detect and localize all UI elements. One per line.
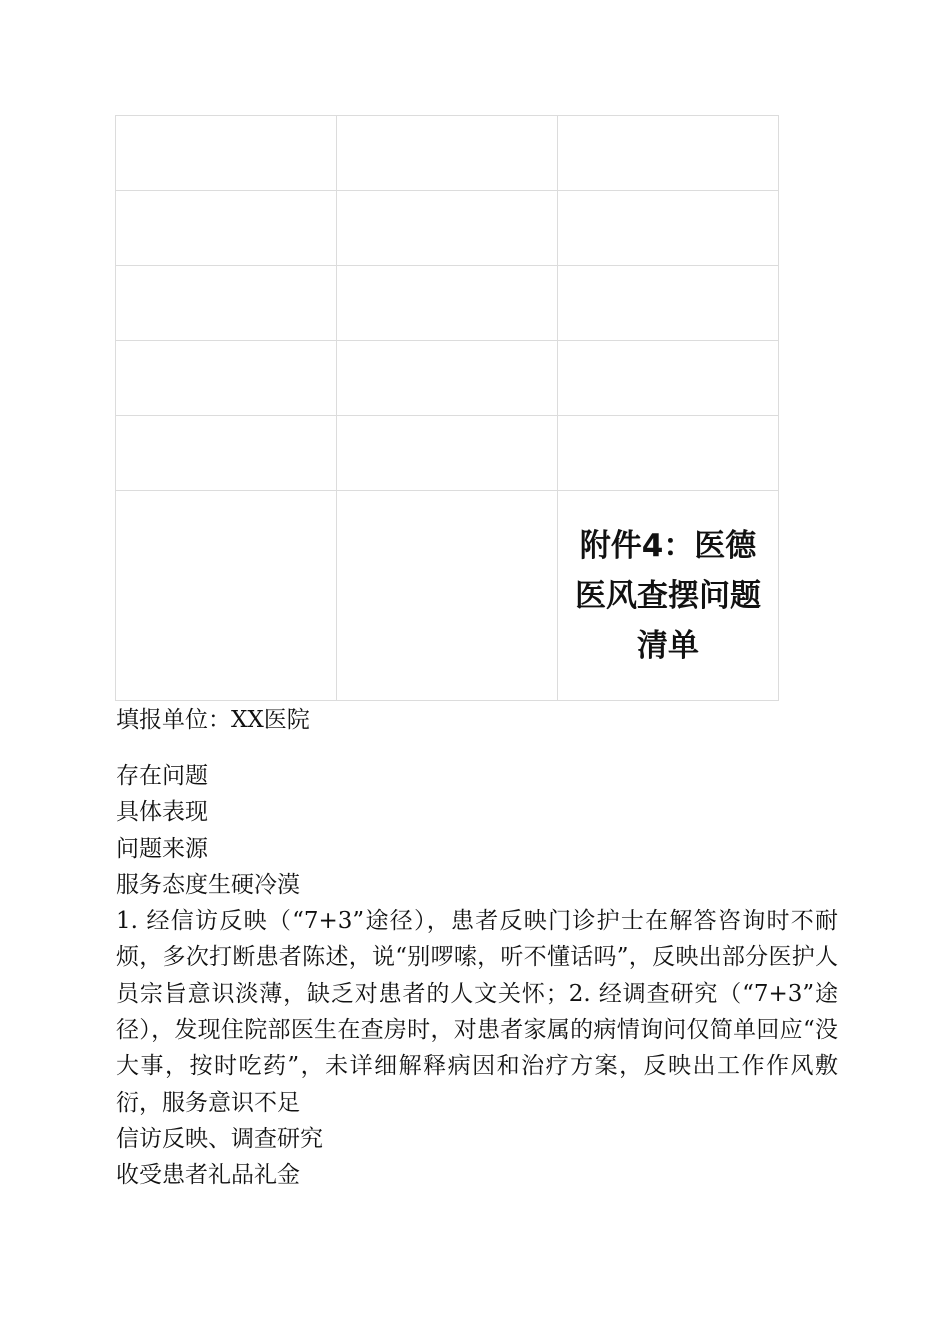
- grid-row: [116, 341, 779, 416]
- document-title: 附件4：医德医风查摆问题清单: [575, 527, 761, 664]
- header-grid-table: [115, 115, 779, 701]
- grid-cell: [116, 266, 337, 341]
- grid-cell: [337, 266, 558, 341]
- header-manifestation: 具体表现: [116, 799, 208, 826]
- grid-cell: [337, 116, 558, 191]
- grid-cell: [337, 491, 558, 701]
- item-problem: 服务态度生硬冷漠: [116, 871, 300, 898]
- grid-cell: [558, 416, 779, 491]
- document-body: [116, 758, 838, 1194]
- grid-row: [116, 266, 779, 341]
- grid-cell: [558, 341, 779, 416]
- fill-unit-line: [116, 702, 310, 738]
- item-problem: 收受患者礼品礼金: [116, 1162, 300, 1189]
- grid-cell: [116, 491, 337, 701]
- fill-unit-value: XX医院: [231, 707, 310, 733]
- header-problem: 存在问题: [116, 763, 208, 789]
- grid-cell: [337, 191, 558, 266]
- grid-row: [116, 491, 779, 701]
- grid-cell: [116, 116, 337, 191]
- grid-cell: [558, 116, 779, 191]
- grid-cell: [337, 341, 558, 416]
- grid-cell: [116, 341, 337, 416]
- fill-unit-label: 填报单位：: [116, 707, 231, 733]
- item-manifestation: 1. 经信访反映（“7+3”途径），患者反映门诊护士在解答咨询时不耐烦，多次打断患者陈述，说“别啰嗦，听不懂话吗”，反映出部分医护人员宗旨意识淡薄，缺乏对患者的人文关怀；2. 经调查研究（“7+3”途径），发现住院部医生在查房时，对患者家属的病情询问仅简单回应“没大事，按时吃药”，未详细解释病因和治疗方案，反映出工作作风敷衍，服务意识不足: [116, 908, 838, 1116]
- grid-row: [116, 416, 779, 491]
- grid-cell: [116, 191, 337, 266]
- grid-cell: [558, 266, 779, 341]
- grid-cell: [337, 416, 558, 491]
- grid-row: [116, 116, 779, 191]
- item-source: 信访反映、调查研究: [116, 1125, 323, 1152]
- grid-row: [116, 191, 779, 266]
- grid-cell: [116, 416, 337, 491]
- header-source: 问题来源: [116, 835, 208, 862]
- grid-cell: [558, 191, 779, 266]
- document-title-cell: [558, 491, 779, 701]
